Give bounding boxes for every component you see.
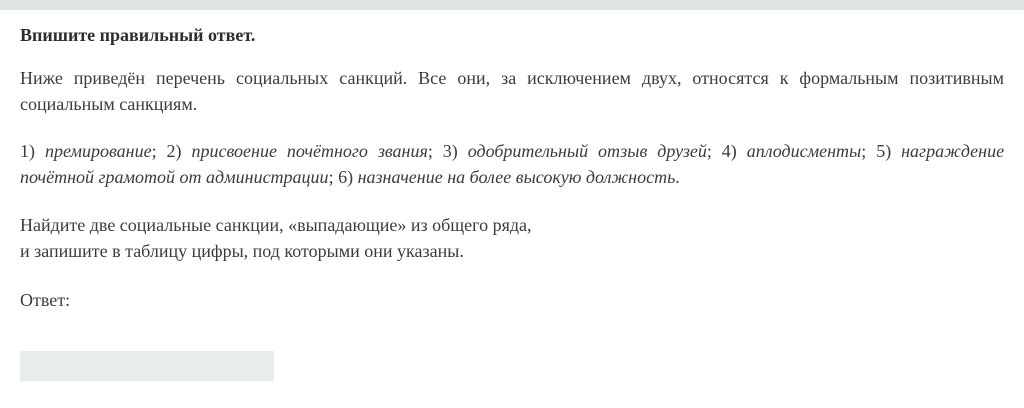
sanction-item-number: 4) (721, 141, 737, 161)
sanction-item-number: 6) (338, 167, 354, 187)
sanction-item-separator: ; (706, 141, 722, 161)
sanction-item-text: аплодисменты (746, 141, 862, 161)
sanction-item-separator: ; (328, 167, 339, 187)
task-content (0, 22, 1024, 381)
sanction-item-number: 3) (442, 141, 458, 161)
sanction-item-number: 5) (876, 141, 892, 161)
question-line-1: Найдите две социальные санкции, «выпадающие» из общего ряда, (20, 215, 532, 235)
sanction-item-separator: ; (151, 141, 167, 161)
sanction-item-text: присвоение почётного звания (191, 141, 428, 161)
question-line-2: и запишите в таблицу цифры, под которыми они указаны. (20, 241, 464, 261)
sanction-item-text: премирование (44, 141, 152, 161)
sanction-item-text: назначение на более высокую должность (357, 167, 676, 187)
task-question-paragraph (20, 212, 1004, 264)
answer-label: Ответ: (20, 290, 71, 310)
top-bar (0, 0, 1024, 10)
sanction-item-text: одобрительный отзыв друзей (467, 141, 707, 161)
sanctions-list (20, 138, 1004, 190)
answer-input[interactable] (20, 351, 274, 381)
sanction-item-number: 1) (20, 141, 35, 161)
sanction-item-separator: ; (427, 141, 443, 161)
sanction-item-number: 2) (166, 141, 182, 161)
sanction-item-separator: ; (861, 141, 877, 161)
task-heading: Впишите правильный ответ. (20, 25, 256, 45)
sanction-item-separator: . (675, 167, 680, 187)
sanction-item-text: награждение почётной грамотой от администрации (20, 141, 1005, 187)
task-intro-paragraph: Ниже приведён перечень социальных санкций. Все они, за исключением двух, относятся к формальным позитивным социальным санкциям. (20, 68, 1004, 114)
